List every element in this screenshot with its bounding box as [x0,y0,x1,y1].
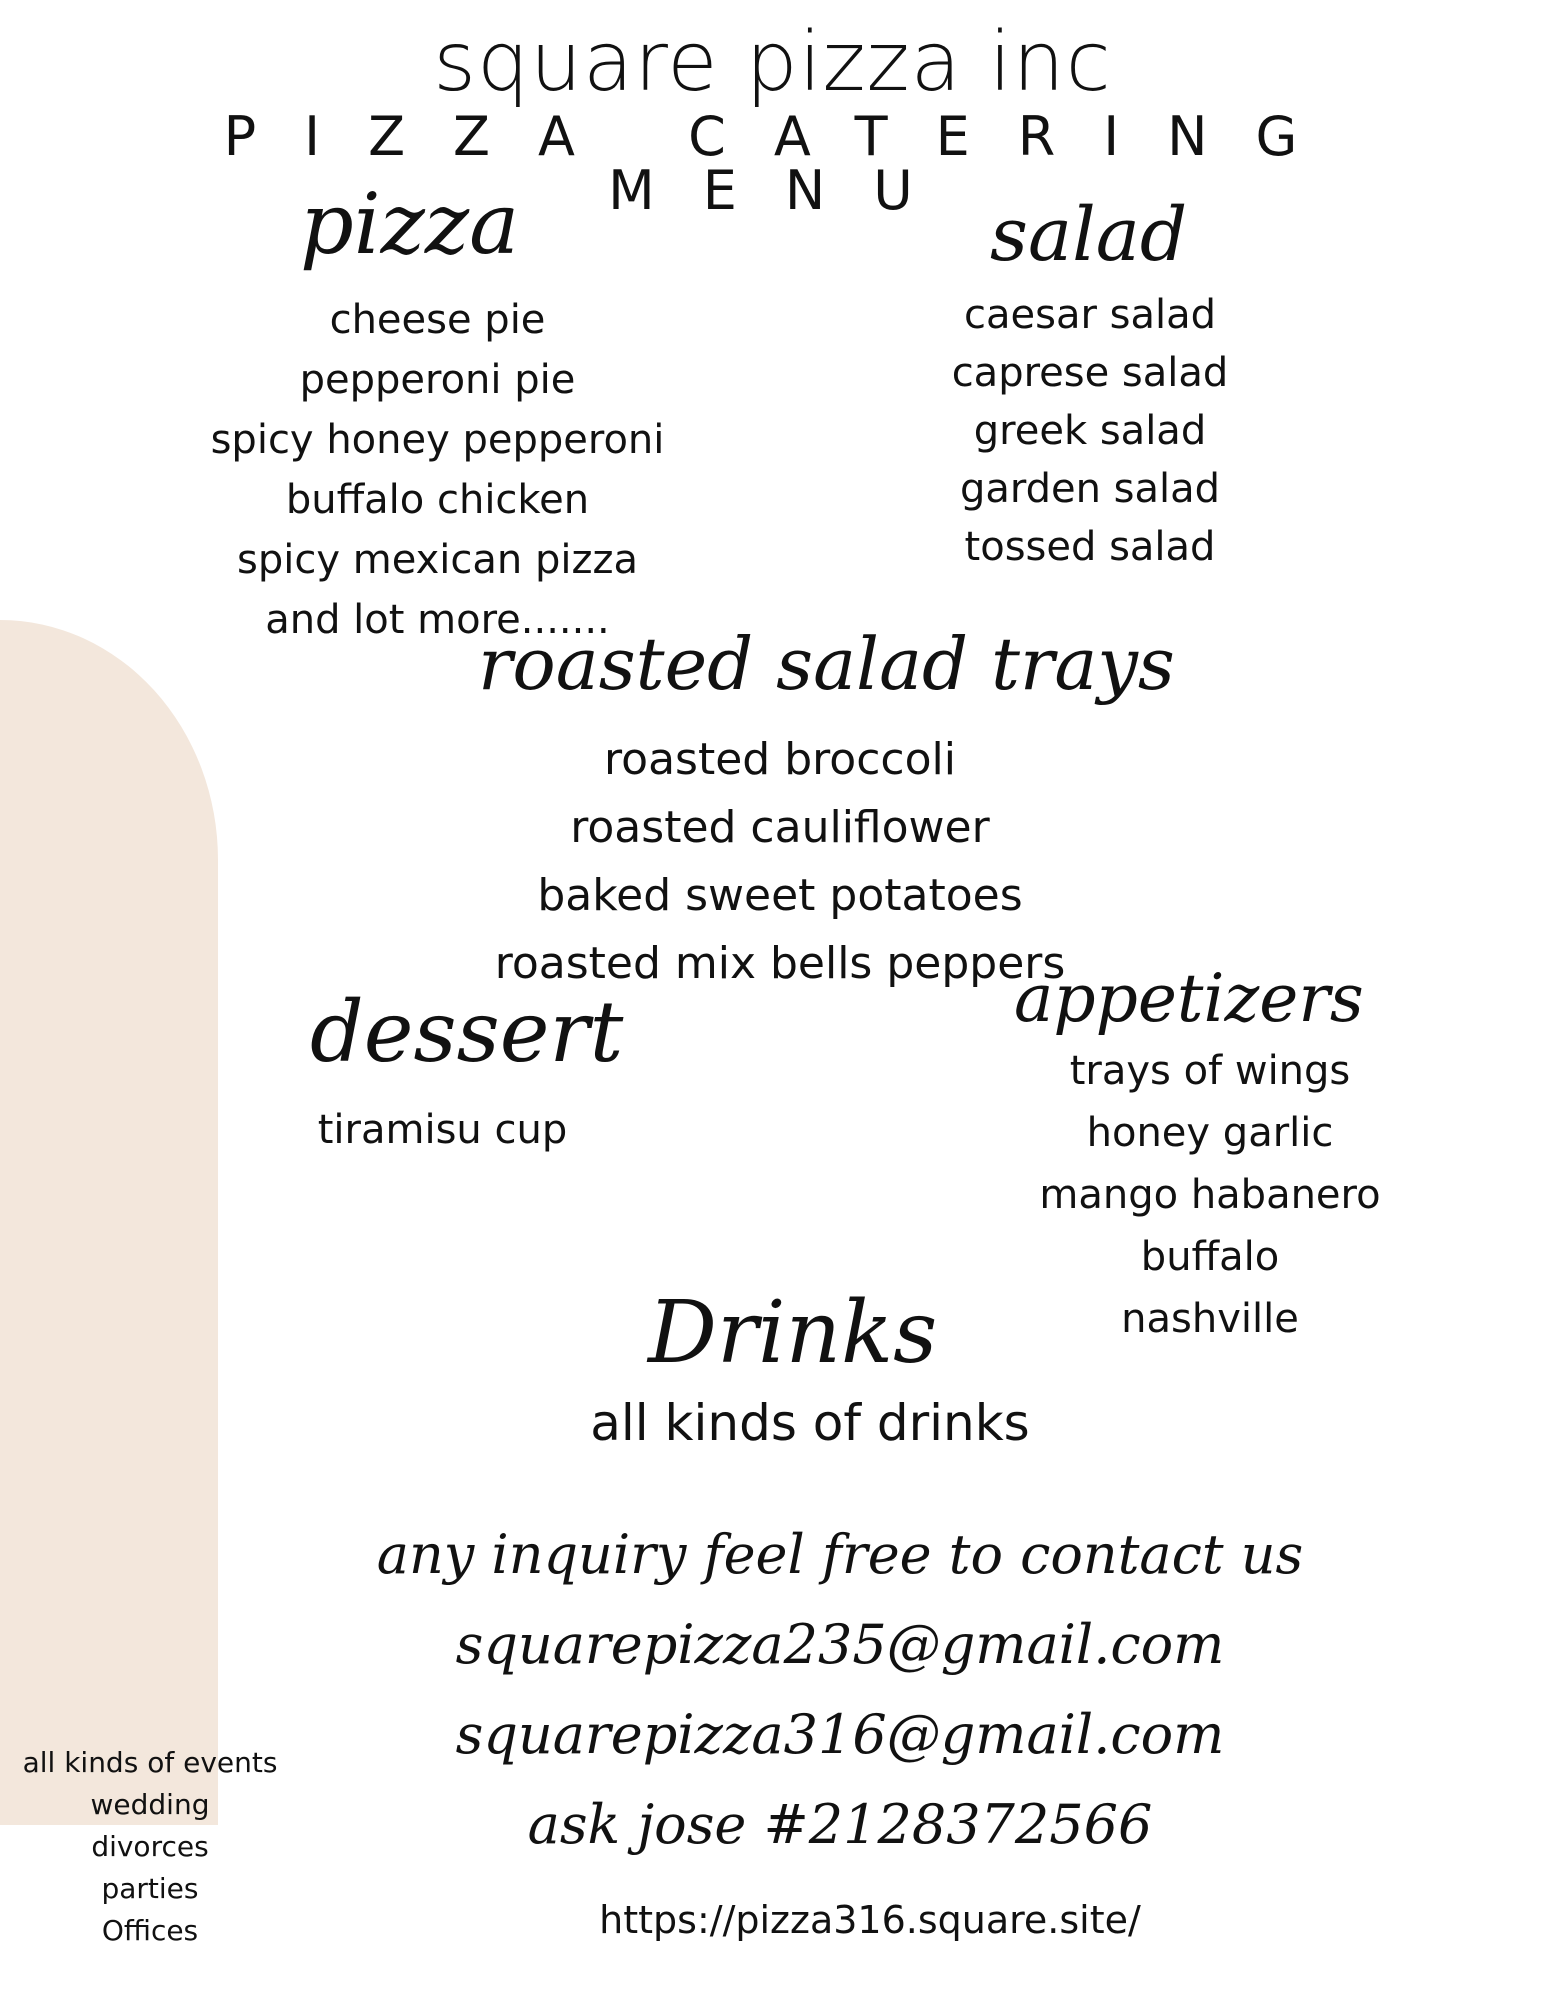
email-link-2[interactable]: squarepizza316@gmail.com [455,1703,1225,1766]
events-list [0,1742,300,1952]
drinks-heading: Drinks [648,1283,938,1383]
list-item: caprese salad [951,350,1229,396]
list-item: all kinds of events [22,1746,278,1779]
salad-heading: salad [990,192,1188,278]
salad-list [900,286,1280,576]
list-item: tossed salad [964,524,1216,570]
list-item: greek salad [973,408,1207,454]
list-item: pepperoni pie [299,357,576,403]
email-link-1[interactable]: squarepizza235@gmail.com [455,1613,1225,1676]
decorative-arch [0,620,218,1825]
contact-prompt: any inquiry feel free to contact us [376,1523,1304,1586]
list-item: baked sweet potatoes [537,870,1023,921]
list-item: garden salad [959,466,1221,512]
list-item: trays of wings [1069,1048,1351,1094]
list-item: tiramisu cup [317,1107,568,1153]
list-item: parties [101,1872,199,1905]
pizza-list [140,290,735,650]
list-item: spicy honey pepperoni [210,417,665,463]
list-item: and lot more....... [265,597,610,643]
appetizers-list [1000,1040,1420,1350]
website-link[interactable]: https://pizza316.square.site/ [599,1898,1141,1942]
dessert-heading: dessert [310,983,624,1081]
list-item: mango habanero [1039,1172,1381,1218]
list-item: roasted cauliflower [570,802,990,853]
phone-contact: ask jose #2128372566 [527,1793,1153,1856]
roasted-list [420,726,1140,998]
list-item: spicy mexican pizza [237,537,638,583]
roasted-heading: roasted salad trays [478,622,1175,706]
dessert-list [280,1100,605,1160]
list-item: roasted broccoli [604,734,956,785]
list-item: Offices [101,1914,199,1947]
pizza-heading: pizza [300,175,520,273]
list-item: nashville [1121,1296,1299,1342]
list-item: roasted mix bells peppers [494,938,1066,989]
list-item: cheese pie [329,297,546,343]
list-item: wedding [90,1788,210,1821]
menu-subtitle: PIZZA CATERING MENU [223,105,1346,222]
brand-name: square pizza inc [433,15,1112,110]
list-item: buffalo [1140,1234,1280,1280]
list-item: buffalo chicken [285,477,590,523]
list-item: honey garlic [1086,1110,1334,1156]
list-item: divorces [91,1830,209,1863]
list-item: caesar salad [964,292,1216,338]
appetizers-heading: appetizers [1014,960,1364,1037]
list-item: all kinds of drinks [590,1394,1030,1452]
drinks-list [520,1388,1100,1458]
